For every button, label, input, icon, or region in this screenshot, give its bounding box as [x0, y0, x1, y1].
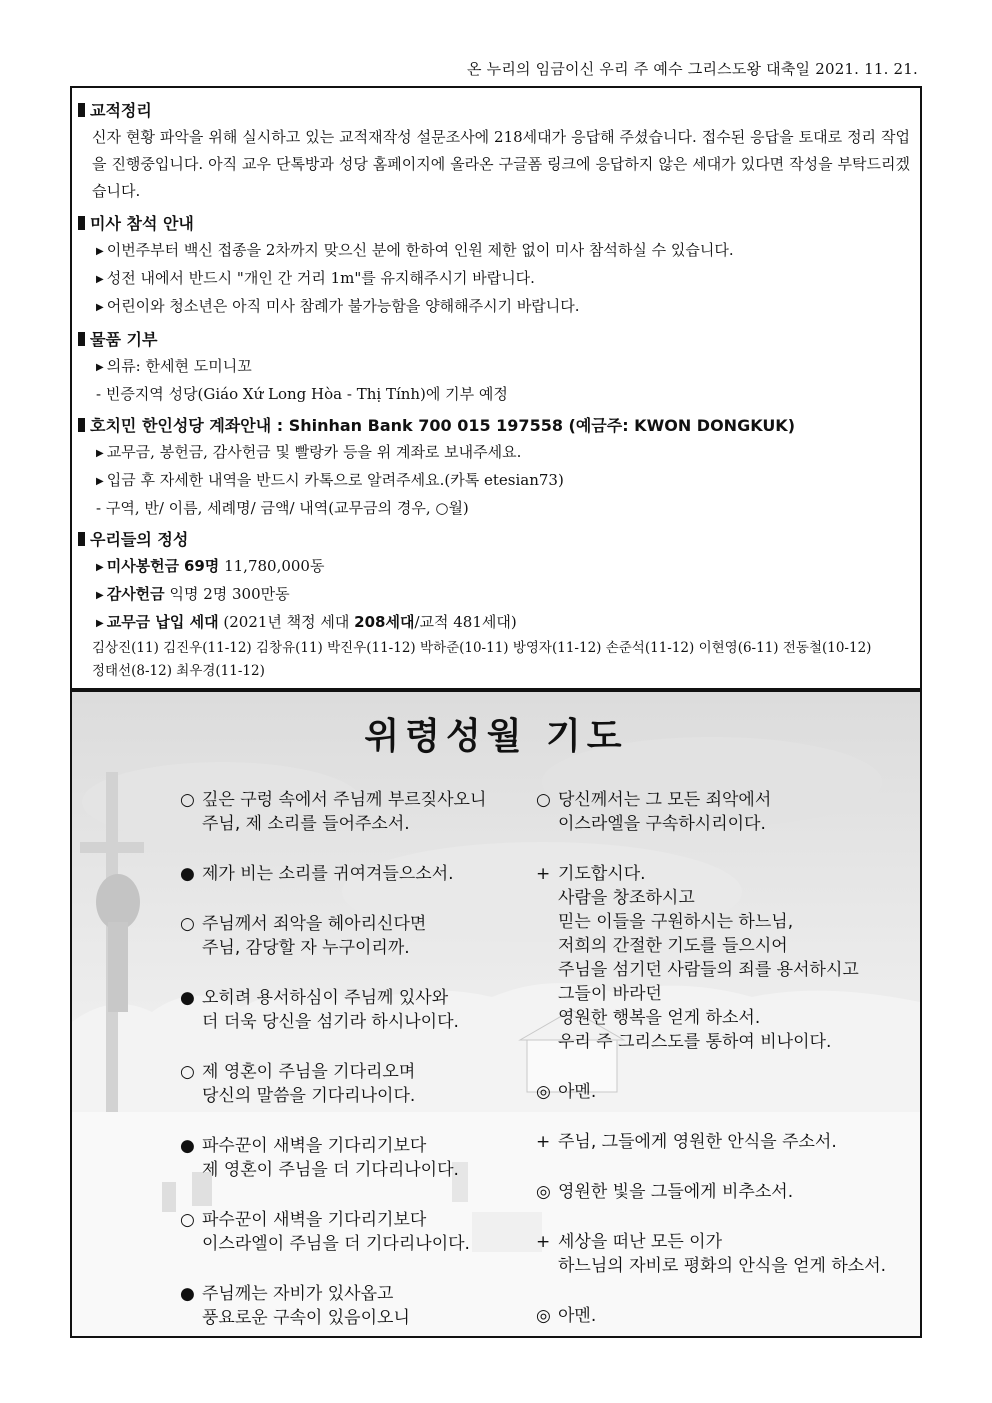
square-bullet-icon: [78, 103, 85, 117]
donation-sub: - 빈증지역 성당(Giáo Xứ Long Hòa - Thị Tính)에 기부 예정: [96, 385, 508, 403]
dues-households: 208세대: [354, 613, 415, 631]
prayer-line: 주님께서 죄악을 헤아리신다면: [202, 914, 427, 934]
section-title-text: 미사 참석 안내: [90, 214, 194, 233]
stanza-mark-icon: ◎: [536, 1082, 551, 1102]
stanza-mark-icon: ○: [180, 1210, 195, 1230]
prayer-stanza: [180, 788, 486, 836]
dues-label: 교무금 납입 세대: [106, 613, 219, 631]
donor-names-line: 김상진(11) 김진우(11-12) 김창유(11) 박진우(11-12) 박하준(10-11) 방영자(11-12) 손준석(11-12) 이현영(6-11) 전동철(10-12): [92, 640, 872, 656]
stanza-mark-icon: ●: [180, 1136, 195, 1156]
prayer-line: 주님, 그들에게 영원한 안식을 주소서.: [558, 1132, 837, 1152]
mass-offering-line: [78, 553, 916, 581]
square-bullet-icon: [78, 532, 85, 546]
prayer-box: [70, 690, 922, 1338]
square-bullet-icon: [78, 216, 85, 230]
prayer-line: 주님, 제 소리를 들어주소서.: [202, 814, 410, 834]
account-item: ▶ 교무금, 봉헌금, 감사헌금 및 빨랑카 등을 위 계좌로 보내주세요.: [96, 443, 522, 461]
stanza-mark-icon: ○: [180, 1062, 195, 1082]
bulletin-header: 온 누리의 임금이신 우리 주 예수 그리스도왕 대축일 2021. 11. 21.: [466, 60, 918, 78]
stanza-mark-icon: ○: [180, 914, 195, 934]
stanza-mark-icon: +: [536, 1132, 551, 1152]
prayer-line: 오히려 용서하심이 주님께 있사와: [202, 988, 449, 1008]
prayer-line: 아멘.: [558, 1306, 597, 1326]
prayer-line: 아멘.: [558, 1082, 597, 1102]
section-title-mass: [78, 211, 916, 234]
prayer-line: 당신께서는 그 모든 죄악에서: [558, 790, 772, 810]
section-title-text: 교적정리: [90, 101, 152, 120]
stanza-mark-icon: +: [536, 1232, 551, 1252]
prayer-line: 제가 비는 소리를 귀여겨들으소서.: [202, 864, 454, 884]
stanza-mark-icon: ●: [180, 988, 195, 1008]
prayer-line: 하느님의 자비로 평화의 안식을 얻게 하소서.: [558, 1256, 887, 1276]
stanza-mark-icon: ○: [180, 790, 195, 810]
stanza-mark-icon: ◎: [536, 1306, 551, 1326]
prayer-line: 제 영혼이 주님을 기다리오며: [202, 1062, 416, 1082]
account-sub: - 구역, 반/ 이름, 세례명/ 금액/ 내역(교무금의 경우, ○월): [96, 499, 469, 517]
section-title-text: 우리들의 정성: [90, 530, 189, 549]
triangle-bullet-icon: ▶: [96, 302, 104, 313]
prayer-line: 이스라엘이 주님을 더 기다리나이다.: [202, 1234, 470, 1254]
dues-line: [78, 609, 916, 637]
prayer-line: 우리 주 그리스도를 통하여 비나이다.: [558, 1032, 832, 1052]
square-bullet-icon: [78, 332, 85, 346]
prayer-line: 세상을 떠난 모든 이가: [558, 1232, 723, 1252]
prayer-line: 기도합시다.: [558, 864, 646, 884]
prayer-line: 저희의 간절한 기도를 들으시어: [558, 936, 788, 956]
triangle-bullet-icon: ▶: [96, 362, 104, 373]
prayer-line: 당신의 말씀을 기다리나이다.: [202, 1086, 416, 1106]
prayer-stanza: [536, 1304, 886, 1328]
triangle-bullet-icon: ▶: [96, 246, 104, 257]
stanza-mark-icon: ◎: [536, 1182, 551, 1202]
prayer-stanza: [180, 1208, 486, 1256]
square-bullet-icon: [78, 418, 85, 432]
prayer-stanza: [180, 862, 486, 886]
prayer-line: 제 영혼이 주님을 더 기다리나이다.: [202, 1160, 459, 1180]
section-title-register: [78, 98, 916, 121]
section-title-account: [78, 413, 916, 436]
mass-offering-amount: 11,780,000동: [224, 557, 325, 575]
register-body: 신자 현황 파악을 위해 실시하고 있는 교적재작성 설문조사에 218세대가 응답해 주셨습니다. 접수된 응답을 토대로 정리 작업을 진행중입니다. 아직 교우 단톡방과 성당 홈페이지에 올라온 구글폼 링크에 응답하지 않은 세대가 있다면 작성을 부탁드리겠습니다.: [92, 128, 910, 200]
section-title-offerings: [78, 527, 916, 550]
section-title-text: 물품 기부: [90, 330, 158, 349]
prayer-line: 깊은 구렁 속에서 주님께 부르짖사오니: [202, 790, 487, 810]
thanks-offering-value: 익명 2명 300만동: [169, 585, 290, 603]
triangle-bullet-icon: ▶: [96, 562, 104, 573]
prayer-stanza: [180, 986, 486, 1034]
prayer-stanza: [180, 912, 486, 960]
prayer-line: 파수꾼이 새벽을 기다리기보다: [202, 1136, 427, 1156]
prayer-right-column: [536, 788, 886, 1328]
triangle-bullet-icon: ▶: [96, 476, 104, 487]
prayer-stanza: [536, 1180, 886, 1204]
prayer-line: 풍요로운 구속이 있음이오니: [202, 1308, 410, 1328]
prayer-line: 더 더욱 당신을 섬기라 하시나이다.: [202, 1012, 459, 1032]
prayer-line: 그들이 바라던: [558, 984, 662, 1004]
dues-close: /교적 481세대): [414, 613, 517, 631]
prayer-stanza: [180, 1134, 486, 1182]
stanza-mark-icon: ●: [180, 864, 195, 884]
prayer-stanza: [536, 1130, 886, 1154]
prayer-left-column: [180, 788, 486, 1330]
thanks-offering-line: [78, 581, 916, 609]
prayer-stanza: [536, 1230, 886, 1278]
mass-offering-count: 69명: [183, 557, 220, 575]
prayer-line: 주님께는 자비가 있사옵고: [202, 1284, 394, 1304]
dues-open: (2021년 책정 세대: [223, 613, 355, 631]
triangle-bullet-icon: ▶: [96, 618, 104, 629]
prayer-line: 영원한 행복을 얻게 하소서.: [558, 1008, 761, 1028]
donation-item: ▶ 의류: 한세현 도미니꼬: [96, 357, 252, 375]
prayer-stanza: [536, 1080, 886, 1104]
mass-item: ▶ 어린이와 청소년은 아직 미사 참례가 불가능함을 양해해주시기 바랍니다.: [96, 297, 580, 315]
prayer-line: 파수꾼이 새벽을 기다리기보다: [202, 1210, 427, 1230]
stanza-mark-icon: ●: [180, 1284, 195, 1304]
prayer-stanza: [536, 862, 886, 1054]
prayer-line: 사람을 창조하시고: [558, 888, 695, 908]
donor-names-line: 정태선(8-12) 최우경(11-12): [92, 663, 265, 679]
thanks-offering-label: 감사헌금: [106, 585, 165, 603]
account-item: ▶ 입금 후 자세한 내역을 반드시 카톡으로 알려주세요.(카톡 etesian73): [96, 471, 564, 489]
mass-item: ▶ 이번주부터 백신 접종을 2차까지 맞으신 분에 한하여 인원 제한 없이 미사 참석하실 수 있습니다.: [96, 241, 734, 259]
prayer-line: 믿는 이들을 구원하시는 하느님,: [558, 912, 794, 932]
triangle-bullet-icon: ▶: [96, 274, 104, 285]
stanza-mark-icon: +: [536, 864, 551, 884]
section-title-donation: [78, 327, 916, 350]
section-title-text: 호치민 한인성당 계좌안내 : Shinhan Bank 700 015 197558 (예금주: KWON DONGKUK): [90, 416, 796, 435]
prayer-stanza: [180, 1282, 486, 1330]
prayer-line: 이스라엘을 구속하시리이다.: [558, 814, 766, 834]
mass-offering-label: 미사봉헌금: [106, 557, 180, 575]
stanza-mark-icon: ○: [536, 790, 551, 810]
prayer-line: 주님을 섬기던 사람들의 죄를 용서하시고: [558, 960, 859, 980]
triangle-bullet-icon: ▶: [96, 590, 104, 601]
triangle-bullet-icon: ▶: [96, 448, 104, 459]
mass-item: ▶ 성전 내에서 반드시 "개인 간 거리 1m"를 유지해주시기 바랍니다.: [96, 269, 535, 287]
prayer-line: 주님, 감당할 자 누구이리까.: [202, 938, 410, 958]
prayer-stanza: [180, 1060, 486, 1108]
prayer-title: 위령성월 기도: [364, 716, 628, 757]
prayer-stanza: [536, 788, 886, 836]
prayer-line: 영원한 빛을 그들에게 비추소서.: [558, 1182, 794, 1202]
notice-box: [70, 86, 922, 690]
